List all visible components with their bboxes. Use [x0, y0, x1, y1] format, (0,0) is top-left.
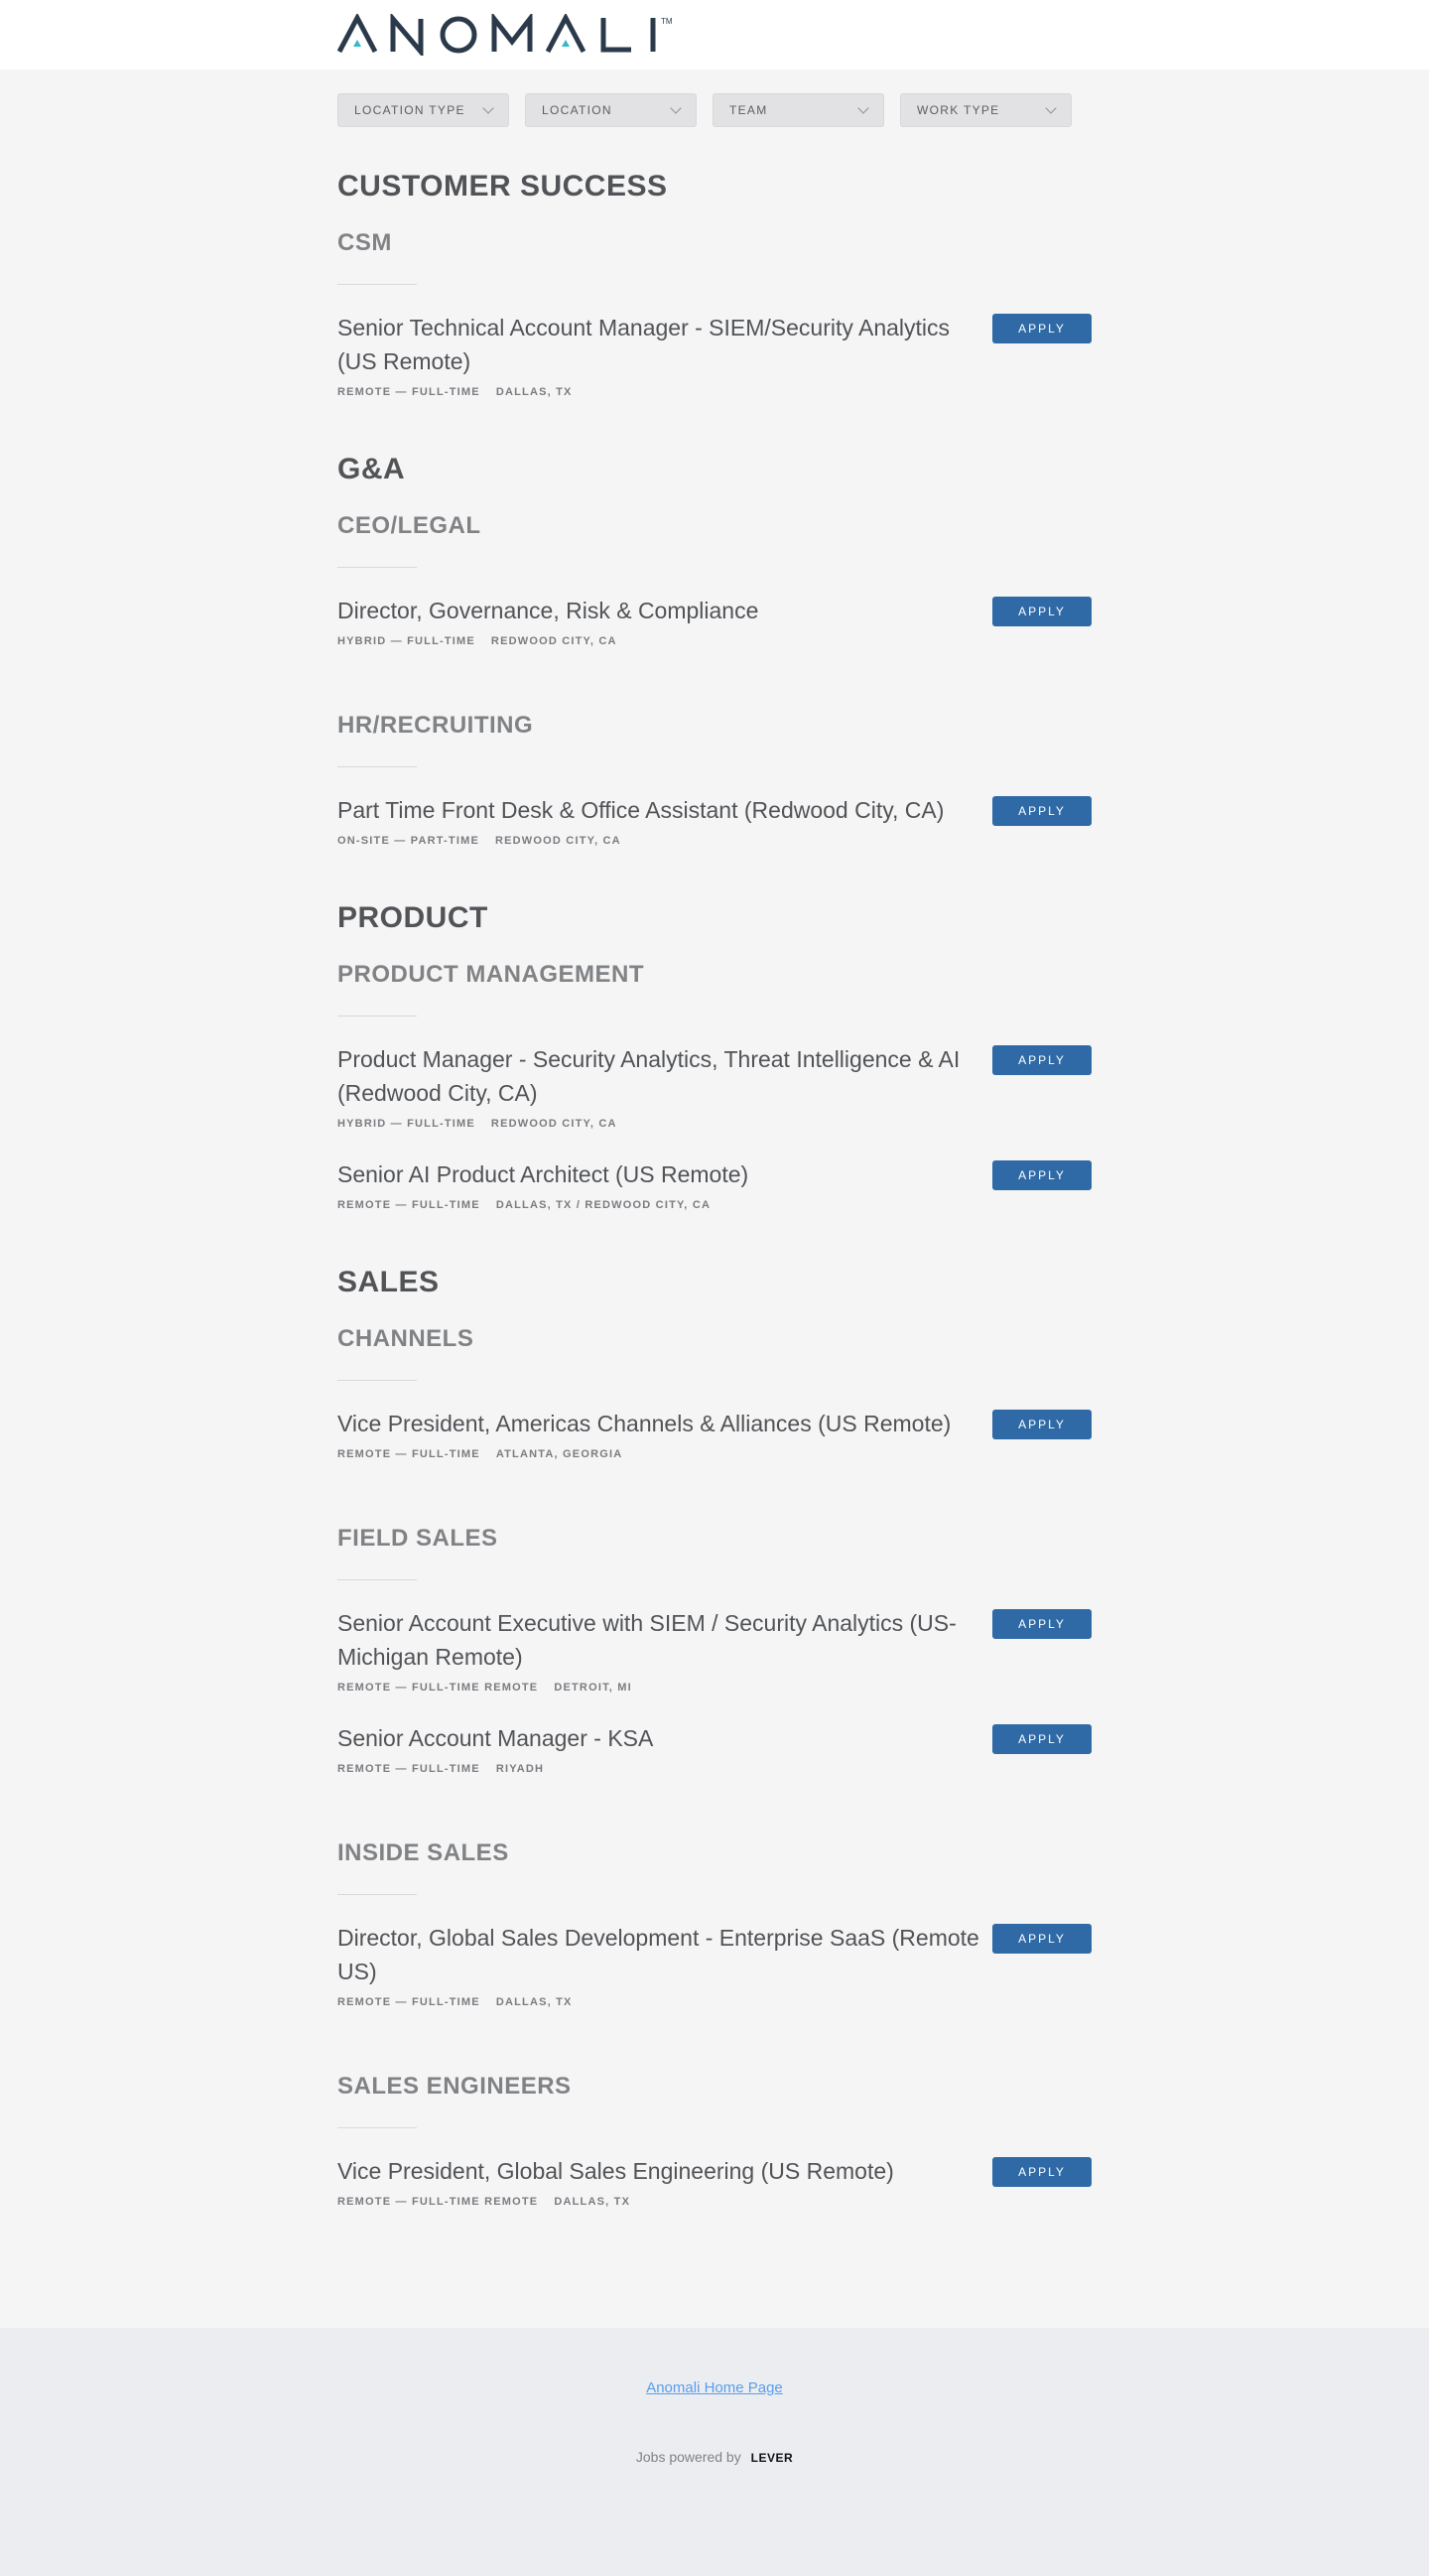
job-posting	[337, 2154, 1092, 2208]
job-posting	[337, 1606, 1092, 1694]
chevron-down-icon	[857, 102, 868, 113]
job-location: DALLAS, TX	[495, 1996, 573, 2008]
apply-button[interactable]: APPLY	[992, 1609, 1092, 1639]
team-title: SALES ENGINEERS	[337, 2073, 572, 2100]
job-location: REDWOOD CITY, CA	[490, 635, 617, 647]
apply-button[interactable]: APPLY	[992, 314, 1092, 343]
postings-list	[337, 169, 1092, 2208]
filter-bar	[337, 93, 1092, 127]
team-divider	[337, 284, 417, 285]
apply-button[interactable]: APPLY	[992, 2157, 1092, 2187]
team-divider	[337, 1380, 417, 1381]
job-title-link[interactable]: Part Time Front Desk & Office Assistant (Redwood City, CA)	[337, 797, 945, 823]
job-meta	[337, 1996, 1092, 2008]
job-posting	[337, 594, 1092, 647]
team-divider	[337, 567, 417, 568]
job-title-link[interactable]: Senior Technical Account Manager - SIEM/Security Analytics (US Remote)	[337, 315, 951, 374]
filter-dropdown-location[interactable]	[525, 93, 697, 127]
apply-button[interactable]: APPLY	[992, 597, 1092, 626]
team-title: CEO/LEGAL	[337, 512, 481, 539]
job-commitment: REMOTE — FULL-TIME	[337, 1996, 480, 2008]
job-commitment: ON-SITE — PART-TIME	[337, 835, 479, 847]
department-section	[337, 900, 1092, 1211]
department-section	[337, 169, 1092, 398]
apply-button[interactable]: APPLY	[992, 1045, 1092, 1075]
job-commitment: REMOTE — FULL-TIME REMOTE	[337, 1682, 539, 1694]
department-section	[337, 1265, 1092, 2208]
job-commitment: REMOTE — FULL-TIME	[337, 386, 480, 398]
trademark-mark: TM	[661, 17, 673, 26]
job-meta	[337, 2196, 1092, 2208]
powered-by-text: Jobs powered by	[635, 2449, 741, 2465]
department-section	[337, 452, 1092, 847]
job-posting	[337, 1921, 1092, 2008]
chevron-down-icon	[1045, 102, 1056, 113]
job-meta	[337, 1118, 1092, 1130]
job-location: DALLAS, TX / REDWOOD CITY, CA	[495, 1199, 712, 1211]
job-meta	[337, 1763, 1092, 1775]
team-title: HR/RECRUITING	[337, 712, 534, 739]
filter-label: LOCATION TYPE	[354, 103, 465, 117]
job-title-link[interactable]: Vice President, Global Sales Engineering (US Remote)	[337, 2158, 894, 2184]
team-title: CSM	[337, 229, 392, 256]
job-commitment: REMOTE — FULL-TIME	[337, 1763, 480, 1775]
team-title: PRODUCT MANAGEMENT	[337, 961, 644, 988]
job-title-link[interactable]: Director, Governance, Risk & Compliance	[337, 598, 759, 623]
job-location: ATLANTA, GEORGIA	[495, 1448, 623, 1460]
team-divider	[337, 766, 417, 767]
job-meta	[337, 835, 1092, 847]
site-header	[0, 0, 1429, 69]
job-title-link[interactable]: Senior Account Executive with SIEM / Security Analytics (US-Michigan Remote)	[337, 1610, 957, 1670]
job-posting	[337, 793, 1092, 847]
apply-button[interactable]: APPLY	[992, 1160, 1092, 1190]
filter-label: WORK TYPE	[917, 103, 1000, 117]
job-posting	[337, 1157, 1092, 1211]
job-meta	[337, 1199, 1092, 1211]
job-location: DALLAS, TX	[495, 386, 573, 398]
job-meta	[337, 1682, 1092, 1694]
apply-button[interactable]: APPLY	[992, 796, 1092, 826]
job-commitment: REMOTE — FULL-TIME REMOTE	[337, 2196, 539, 2208]
filter-label: TEAM	[729, 103, 768, 117]
job-posting	[337, 311, 1092, 398]
department-title: PRODUCT	[337, 901, 488, 934]
apply-button[interactable]: APPLY	[992, 1410, 1092, 1439]
chevron-down-icon	[670, 102, 681, 113]
job-location: DALLAS, TX	[554, 2196, 631, 2208]
lever-logo[interactable]: LEVER	[750, 2451, 794, 2465]
job-meta	[337, 1448, 1092, 1460]
job-commitment: REMOTE — FULL-TIME	[337, 1448, 480, 1460]
anomali-home-link[interactable]: Anomali Home Page	[646, 2379, 783, 2396]
job-meta	[337, 635, 1092, 647]
team-divider	[337, 2127, 417, 2128]
job-posting	[337, 1407, 1092, 1460]
team-title: INSIDE SALES	[337, 1839, 509, 1866]
filter-dropdown-work-type[interactable]	[900, 93, 1072, 127]
filter-dropdown-location-type[interactable]	[337, 93, 509, 127]
job-commitment: HYBRID — FULL-TIME	[337, 1118, 475, 1130]
footer-link-wrapper	[0, 2379, 1429, 2397]
job-posting	[337, 1042, 1092, 1130]
team-divider	[337, 1016, 417, 1017]
job-commitment: HYBRID — FULL-TIME	[337, 635, 475, 647]
department-title: G&A	[337, 453, 406, 485]
job-title-link[interactable]: Senior Account Manager - KSA	[337, 1725, 654, 1751]
team-title: CHANNELS	[337, 1325, 474, 1352]
chevron-down-icon	[482, 102, 493, 113]
job-title-link[interactable]: Senior AI Product Architect (US Remote)	[337, 1161, 749, 1187]
anomali-logo[interactable]	[337, 14, 697, 56]
job-posting	[337, 1721, 1092, 1775]
site-footer	[0, 2328, 1429, 2576]
job-location: REDWOOD CITY, CA	[494, 835, 621, 847]
job-title-link[interactable]: Director, Global Sales Development - Enterprise SaaS (Remote US)	[337, 1925, 979, 1984]
postings-container	[337, 93, 1092, 2208]
team-divider	[337, 1894, 417, 1895]
job-location: REDWOOD CITY, CA	[490, 1118, 617, 1130]
team-title: FIELD SALES	[337, 1525, 498, 1552]
job-commitment: REMOTE — FULL-TIME	[337, 1199, 480, 1211]
job-meta	[337, 386, 1092, 398]
filter-dropdown-team[interactable]	[713, 93, 884, 127]
powered-by	[0, 2449, 1429, 2465]
job-title-link[interactable]: Vice President, Americas Channels & Alliances (US Remote)	[337, 1411, 952, 1436]
apply-button[interactable]: APPLY	[992, 1924, 1092, 1954]
job-location: RIYADH	[495, 1763, 545, 1775]
department-title: CUSTOMER SUCCESS	[337, 170, 668, 203]
job-title-link[interactable]: Product Manager - Security Analytics, Threat Intelligence & AI (Redwood City, CA)	[337, 1046, 961, 1106]
apply-button[interactable]: APPLY	[992, 1724, 1092, 1754]
filter-label: LOCATION	[542, 103, 612, 117]
department-title: SALES	[337, 1266, 440, 1298]
job-location: DETROIT, MI	[554, 1682, 632, 1694]
team-divider	[337, 1579, 417, 1580]
